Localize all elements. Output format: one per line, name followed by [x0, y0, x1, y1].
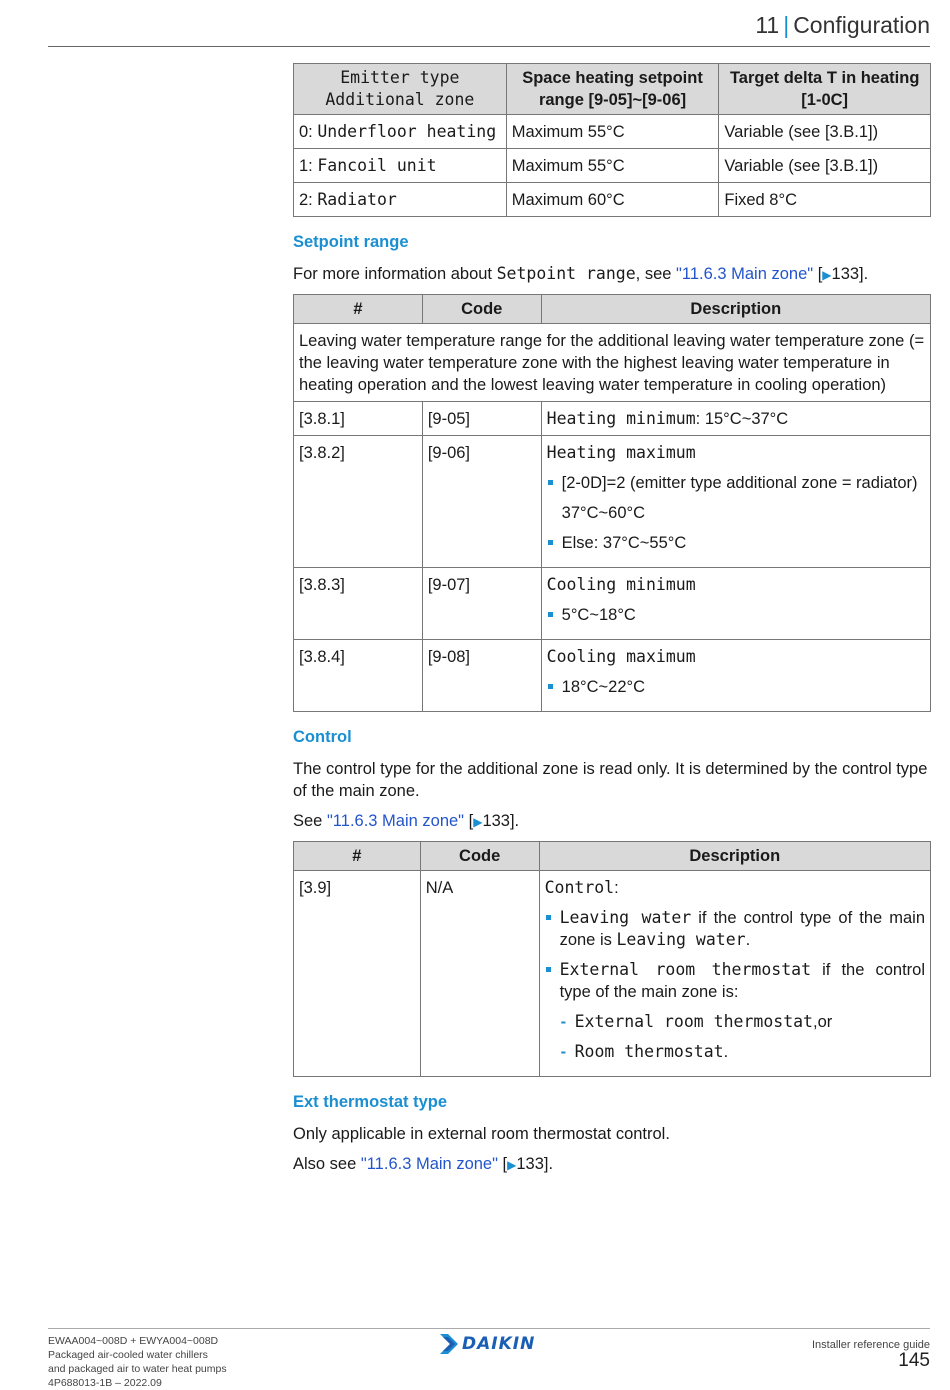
header-hash: # [294, 842, 421, 871]
setpoint-range-heading: Setpoint range [293, 233, 409, 251]
cell-hash: [3.8.2] [294, 436, 423, 568]
list-item [545, 907, 925, 951]
header-description: Description [541, 295, 930, 324]
cell-range: Maximum 55°C [506, 149, 719, 183]
emitter-table [293, 63, 931, 217]
bullet-text: [2-0D]=2 (emitter type additional zone = radiator) [561, 474, 918, 492]
mono-term: Leaving water [559, 908, 692, 927]
footer-line: Packaged air-cooled water chillers [48, 1349, 208, 1361]
cell-hash: [3.9] [294, 871, 421, 1077]
list-item: Else: 37°C~55°C [547, 532, 925, 554]
chapter-title: Configuration [793, 12, 930, 38]
list-item [547, 472, 925, 524]
list-item [560, 1041, 925, 1063]
bullet-list [547, 472, 925, 554]
cell-delta: Variable (see [3.B.1]) [719, 115, 931, 149]
cell-description [541, 436, 930, 568]
cell-delta: Variable (see [3.B.1]) [719, 149, 931, 183]
list-item: 5°C~18°C [547, 604, 925, 626]
cell-description [541, 640, 930, 712]
footer-product-info [48, 1334, 227, 1390]
page-header [755, 14, 930, 36]
setting-label: Cooling minimum [546, 575, 696, 594]
list-item: 18°C~22°C [547, 676, 925, 698]
bracket-open: [ [497, 1155, 508, 1173]
header-rule [48, 46, 930, 47]
table-row [294, 183, 931, 217]
control-label: Control [544, 878, 615, 897]
ext-description: Only applicable in external room thermostat control. [293, 1125, 670, 1143]
setting-label: Heating maximum [546, 443, 696, 462]
emitter-code: 2: [299, 191, 318, 209]
bracket-open: [ [464, 812, 474, 830]
label-suffix: : [614, 879, 619, 897]
table-row [294, 436, 931, 568]
header-emitter-line1: Emitter type [340, 68, 460, 87]
setpoint-intro [293, 263, 931, 286]
header-setpoint-range: Space heating setpoint range [9-05]~[9-06] [506, 64, 719, 115]
guide-name: Installer reference guide [811, 1339, 930, 1351]
mono-term: Room thermostat [574, 1042, 724, 1061]
cell-emitter [294, 115, 507, 149]
cell-hash: [3.8.4] [294, 640, 423, 712]
control-see-also [293, 810, 931, 833]
bullet-text: if the control type of the main zone is: [559, 961, 925, 1001]
setpoint-table [293, 294, 931, 712]
cell-range: Maximum 60°C [506, 183, 719, 217]
bracket-close: ]. [509, 812, 520, 830]
cell-delta: Fixed 8°C [719, 183, 931, 217]
intro-text-mid: , see [635, 265, 677, 283]
see-text: See [293, 812, 327, 830]
main-zone-link[interactable]: "11.6.3 Main zone" [360, 1155, 498, 1173]
cell-description [541, 402, 930, 436]
page-arrow-icon: ▶ [822, 268, 832, 282]
cell-hash: [3.8.3] [294, 568, 423, 640]
table-header-row [294, 295, 931, 324]
table-row [294, 115, 931, 149]
see-text: Also see [293, 1155, 361, 1173]
cell-code: [9-08] [422, 640, 541, 712]
cell-hash: [3.8.1] [294, 402, 423, 436]
bullet-list [545, 907, 925, 1063]
setting-range: : 15°C~37°C [695, 410, 789, 428]
footer-line: EWAA004~008D + EWYA004~008D [48, 1335, 219, 1347]
emitter-code: 1: [299, 157, 318, 175]
daikin-logo [440, 1333, 535, 1355]
list-item [560, 1011, 925, 1033]
intro-text: For more information about [293, 265, 497, 283]
table-row [294, 640, 931, 712]
setting-label [545, 877, 925, 899]
item-end: . [723, 1043, 729, 1061]
page-ref[interactable]: 133 [516, 1155, 544, 1173]
emitter-name: Fancoil unit [317, 156, 437, 175]
table-row [294, 324, 931, 402]
mono-term: External room thermostat [559, 960, 812, 979]
logo-text: DAIKIN [462, 1334, 536, 1354]
bullet-list [547, 604, 925, 626]
mono-term: External room thermostat [574, 1012, 813, 1031]
intro-mono: Setpoint range [496, 264, 636, 283]
emitter-name: Radiator [317, 190, 397, 209]
cell-code: [9-06] [422, 436, 541, 568]
cell-description [539, 871, 930, 1077]
table-row [294, 149, 931, 183]
bracket-close: ]. [859, 265, 869, 283]
ext-thermostat-heading: Ext thermostat type [293, 1093, 448, 1111]
page-ref[interactable]: 133 [831, 265, 860, 283]
bracket-close: ]. [543, 1155, 554, 1173]
page-arrow-icon: ▶ [473, 815, 483, 829]
cell-code: [9-07] [422, 568, 541, 640]
main-zone-link[interactable]: "11.6.3 Main zone" [326, 812, 465, 830]
table-row [294, 871, 931, 1077]
dash-list [560, 1011, 925, 1063]
page-number: 145 [898, 1350, 930, 1371]
header-target-delta: Target delta T in heating [1-0C] [719, 64, 931, 115]
main-content [293, 63, 931, 1184]
page-arrow-icon: ▶ [507, 1158, 517, 1172]
header-hash: # [294, 295, 423, 324]
header-code: Code [420, 842, 539, 871]
footer-line: 4P688013-1B – 2022.09 [48, 1377, 162, 1389]
bracket-open: [ [813, 265, 823, 283]
mono-term: Leaving water [616, 930, 746, 949]
cell-description [541, 568, 930, 640]
list-item [545, 959, 925, 1063]
header-emitter-line2: Additional zone [325, 90, 475, 109]
bullet-text: if the control type of the main zone is [559, 909, 926, 949]
chapter-number: 11 [755, 12, 780, 38]
emitter-code: 0: [299, 123, 318, 141]
bullet-subtext: 37°C~60°C [561, 504, 646, 522]
page-ref[interactable]: 133 [482, 812, 510, 830]
header-emitter-type [294, 64, 507, 115]
cell-emitter [294, 149, 507, 183]
setting-label: Cooling maximum [546, 647, 696, 666]
footer-rule [48, 1328, 930, 1329]
header-description: Description [539, 842, 930, 871]
bullet-end: . [745, 931, 751, 949]
bullet-list [547, 676, 925, 698]
cell-code: N/A [420, 871, 539, 1077]
table-header-row [294, 842, 931, 871]
daikin-logo-icon [440, 1334, 460, 1354]
cell-emitter [294, 183, 507, 217]
span-description: Leaving water temperature range for the additional leaving water temperature zone (= the leaving water temperature zone with the highest leaving water temperature in heating operation and the lowest leaving water temperature in cooling operation) [294, 324, 931, 402]
cell-range: Maximum 55°C [506, 115, 719, 149]
header-code: Code [422, 295, 541, 324]
table-header-row [294, 64, 931, 115]
emitter-name: Underfloor heating [317, 122, 497, 141]
cell-code: [9-05] [422, 402, 541, 436]
setting-label: Heating minimum [546, 409, 696, 428]
item-end: ,or [813, 1013, 833, 1031]
control-heading: Control [293, 728, 352, 746]
ext-see-also [293, 1153, 931, 1176]
table-row [294, 402, 931, 436]
control-description: The control type for the additional zone is read only. It is determined by the control type of the main zone. [293, 760, 928, 800]
table-row [294, 568, 931, 640]
control-table [293, 841, 931, 1077]
main-zone-link[interactable]: "11.6.3 Main zone" [676, 265, 814, 283]
footer-line: and packaged air to water heat pumps [48, 1363, 227, 1375]
header-separator: | [783, 12, 790, 38]
